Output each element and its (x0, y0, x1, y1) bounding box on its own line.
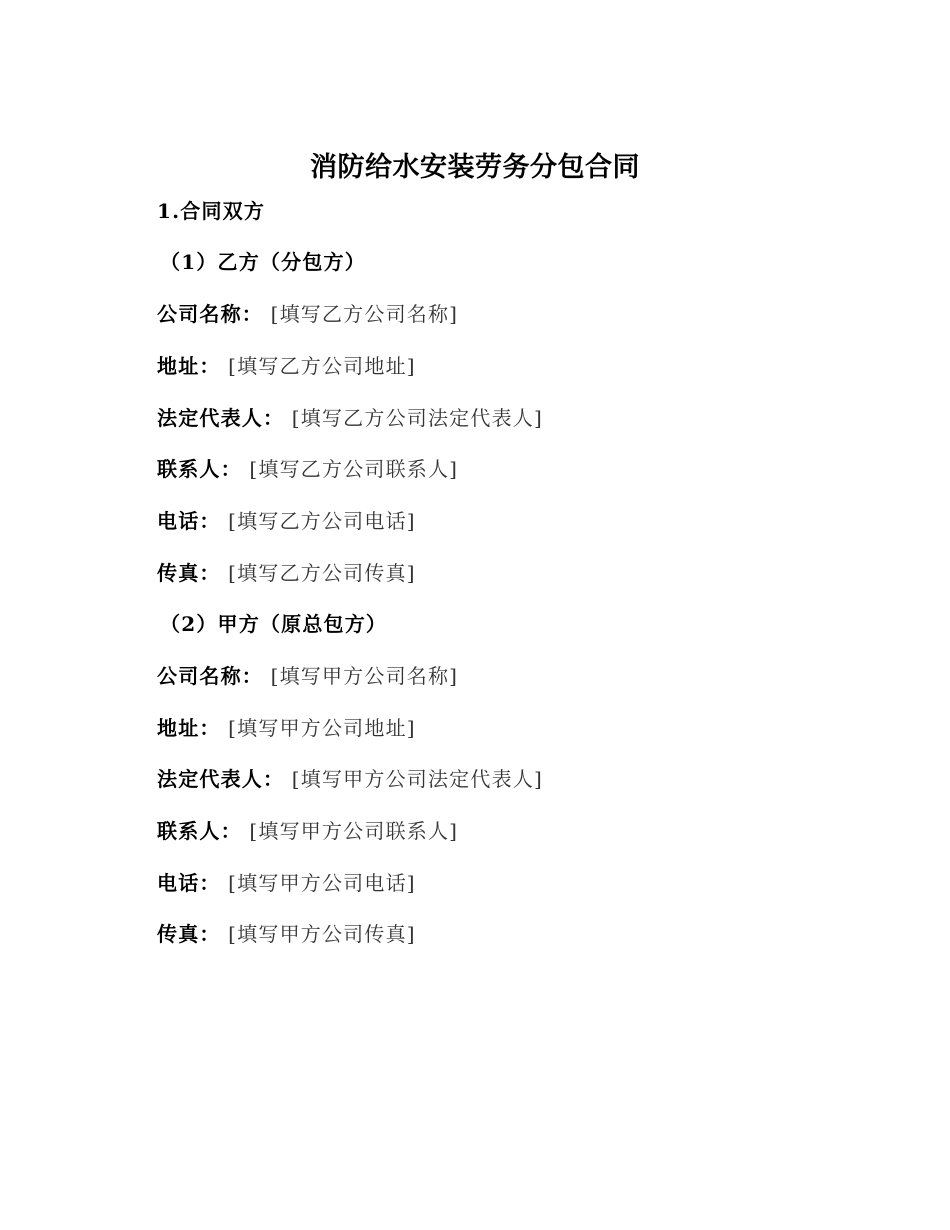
party-a-company-name-row (157, 661, 458, 691)
party-a-heading: （2）甲方（原总包方） (160, 612, 388, 636)
party-b-fax-row (157, 558, 416, 588)
field-label: 电话： (157, 871, 221, 895)
field-label: 地址： (157, 354, 221, 378)
section-heading-parties: 1.合同双方 (157, 199, 266, 223)
field-placeholder: [填写乙方公司法定代表人] (291, 406, 543, 430)
party-b-phone-row (157, 506, 416, 536)
field-placeholder: [填写乙方公司名称] (270, 302, 459, 326)
field-label: 传真： (157, 922, 221, 946)
field-label: 联系人： (157, 457, 242, 481)
field-placeholder: [填写甲方公司联系人] (249, 819, 459, 843)
field-label: 法定代表人： (157, 767, 285, 791)
party-a-contact-row (157, 816, 458, 846)
field-placeholder: [填写甲方公司电话] (228, 871, 416, 895)
field-placeholder: [填写乙方公司传真] (228, 561, 416, 585)
field-placeholder: [填写乙方公司电话] (228, 509, 416, 533)
field-label: 公司名称： (157, 664, 263, 688)
field-placeholder: [填写甲方公司地址] (228, 716, 416, 740)
party-a-phone-row (157, 868, 416, 898)
field-placeholder: [填写乙方公司地址] (228, 354, 416, 378)
party-b-address-row (157, 351, 416, 381)
field-label: 电话： (157, 509, 221, 533)
field-label: 联系人： (157, 819, 242, 843)
field-label: 地址： (157, 716, 221, 740)
document-title: 消防给水安装劳务分包合同 (310, 152, 640, 183)
party-a-fax-row (157, 919, 416, 949)
party-b-company-name-row (157, 299, 458, 329)
party-a-address-row (157, 713, 416, 743)
field-placeholder: [填写甲方公司名称] (270, 664, 459, 688)
party-b-heading: （1）乙方（分包方） (160, 250, 366, 274)
field-label: 法定代表人： (157, 406, 285, 430)
field-placeholder: [填写乙方公司联系人] (249, 457, 459, 481)
party-b-contact-row (157, 454, 458, 484)
field-label: 公司名称： (157, 302, 263, 326)
party-a-legal-rep-row (157, 764, 543, 794)
field-placeholder: [填写甲方公司传真] (228, 922, 416, 946)
field-placeholder: [填写甲方公司法定代表人] (291, 767, 543, 791)
party-b-legal-rep-row (157, 403, 543, 433)
field-label: 传真： (157, 561, 221, 585)
